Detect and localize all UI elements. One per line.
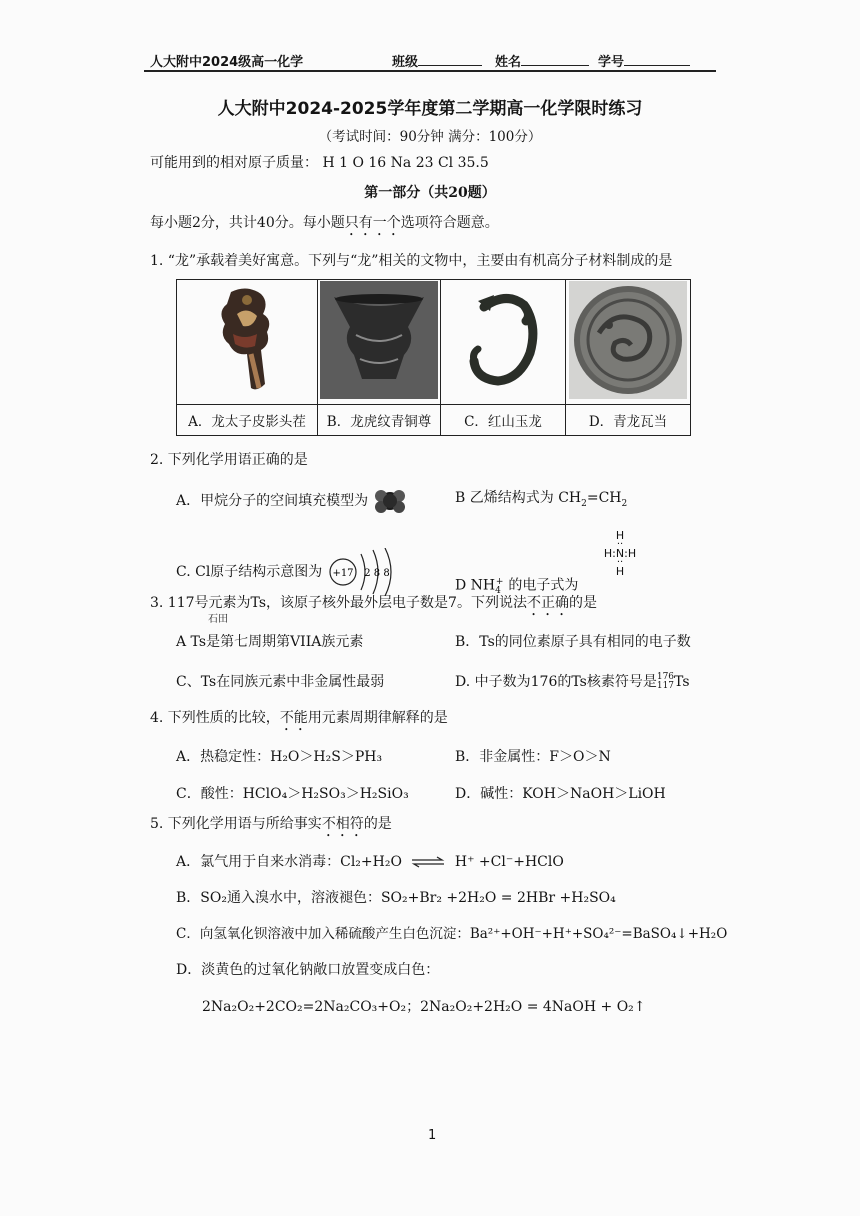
atomic-mass-line: 可能用到的相对原子质量： H 1 O 16 Na 23 Cl 35.5 [150,155,489,171]
id-label: 学号 [598,55,625,70]
part-title: 第一部分（共20题） [364,185,496,201]
colon-left: : [612,547,616,560]
instruction [150,214,499,239]
page-title: 人大附中2024-2025学年度第二学期高一化学限时练习 [217,99,643,119]
q5-stem-emphasis: 不相符 [321,816,364,832]
question-2-option-b: B 乙烯结构式为 $CH_2=CH_2$ [455,490,628,509]
nucleus-label: +17 [332,568,354,579]
option-a-caption: A．龙太子皮影头茬 [177,405,318,436]
question-5-option-b: B．SO₂通入溴水中，溶液褪色：SO₂+Br₂ +2H₂O = 2HBr +H₂SO₄ [176,890,616,906]
question-1-stem: 1. “龙”承载着美好寓意。下列与“龙”相关的文物中，主要由有机高分子材料制成的是 [150,253,673,269]
question-5-option-d: D．淡黄色的过氧化钠敞口放置变成白色： [176,962,440,978]
question-4-stem [150,709,448,734]
shell-electrons-label: 2 8 8 [364,568,390,579]
option-c-caption: C．红山玉龙 [441,405,566,436]
h-right: H [627,547,637,560]
exam-info: （考试时间：90分钟 满分：100分） [318,129,542,145]
id-field [598,51,690,70]
q5-a-text: A．氯气用于自来水消毒：Cl₂+H₂O [176,854,402,870]
dragon-roof-tile-icon [569,281,687,399]
q3-stem-text: 3. 117号元素为Ts，该原子核外最外层电子数是7。下列说法 [150,595,527,611]
q3-stem-end: 的是 [568,595,597,611]
methane-model-icon [373,488,407,514]
mass-number: 176 [656,672,675,682]
question-4-option-c: C．酸性：HClO₄＞H₂SO₃＞H₂SiO₃ [176,786,409,802]
question-5-option-c: C．向氢氧化钡溶液中加入稀硫酸产生白色沉淀：Ba²⁺+OH⁻+H⁺+SO₄²⁻=BaSO₄↓+H₂O [176,926,728,942]
option-d-text: D NH [455,577,496,594]
atomic-number: 117 [656,681,675,691]
question-1-options-table [176,279,691,436]
colon-right: : [624,547,628,560]
question-5-stem [150,815,392,840]
q5-stem-text: 5. 下列化学用语与所给事实 [150,816,322,832]
option-b-text: B 乙烯结构式为 CH [455,490,582,506]
question-4-option-a: A．热稳定性：H₂O＞H₂S＞PH₃ [176,749,383,765]
instruction-emphasis: 只有一个 [344,215,401,231]
option-a-text: A．甲烷分子的空间填充模型为 [176,493,369,509]
instruction-text-end: 选项符合题意。 [400,215,499,231]
bronze-vessel-icon [320,281,438,399]
instruction-text: 每小题2分，共计40分。每小题 [150,215,345,231]
question-4-option-b: B．非金属性：F＞O＞N [455,749,611,765]
option-d-image [566,280,691,405]
q5-a-products: H⁺ +Cl⁻+HClO [454,854,564,870]
header-rule [144,70,716,72]
question-2-option-c [176,548,413,596]
question-4-option-d: D．碱性：KOH＞NaOH＞LiOH [455,786,666,802]
question-5-option-d-equation: 2Na₂O₂+2CO₂=2Na₂CO₃+O₂；2Na₂O₂+2H₂O = 4NaOH + O₂↑ [202,999,646,1015]
question-3-option-d [455,673,690,691]
h-bottom: H [615,565,625,578]
option-a-image [177,280,318,405]
q3-stem-emphasis: 不正确 [526,595,569,611]
option-d-caption: D．青龙瓦当 [566,405,691,436]
option-b-caption: B．龙虎纹青铜尊 [318,405,441,436]
ts-symbol: Ts [674,674,690,690]
h-top: H [615,529,625,542]
option-d-text-end: 的电子式为 [508,577,579,594]
class-field [392,51,482,70]
q3-d-text: D. 中子数为176的Ts核素符号是 [455,674,657,690]
question-2-option-d: D $NH_4^+$ 的电子式为 [455,577,579,597]
option-b-text-mid: =CH [586,490,622,506]
equilibrium-arrow-icon [410,856,446,868]
cl-atom-diagram-icon [327,548,413,596]
school-header: 人大附中2024级高一化学 [150,55,304,70]
name-label: 姓名 [495,55,522,70]
question-3-option-c: C、Ts在同族元素中非金属性最弱 [176,674,385,690]
option-c-image [441,280,566,405]
class-label: 班级 [392,55,419,70]
question-3-option-b: B．Ts的同位素原子具有相同的电子数 [455,634,691,650]
q4-stem-text: 4. 下列性质的比较， [150,710,280,726]
question-5-option-a [176,853,564,871]
name-field [495,51,589,70]
question-2-stem: 2. 下列化学用语正确的是 [150,452,308,468]
jade-dragon-icon [448,281,558,399]
n-center: N [615,547,625,560]
nh4-electron-formula: H ·· H:N:H ·· H [598,530,642,578]
ts-chinese-name: 石田 [208,614,228,625]
option-b-image [318,280,441,405]
q4-stem-end: 用元素周期律解释的是 [307,710,448,726]
h-left: H [603,547,613,560]
page-number: 1 [428,1128,437,1143]
shadow-puppet-head-icon [207,284,287,396]
q4-stem-emphasis: 不能 [279,710,308,726]
question-3-option-a: A Ts是第七周期第VIIA族元素 [176,634,364,650]
question-2-option-a [176,488,407,514]
option-c-text: C. Cl原子结构示意图为 [176,564,323,580]
q5-stem-end: 的是 [363,816,392,832]
